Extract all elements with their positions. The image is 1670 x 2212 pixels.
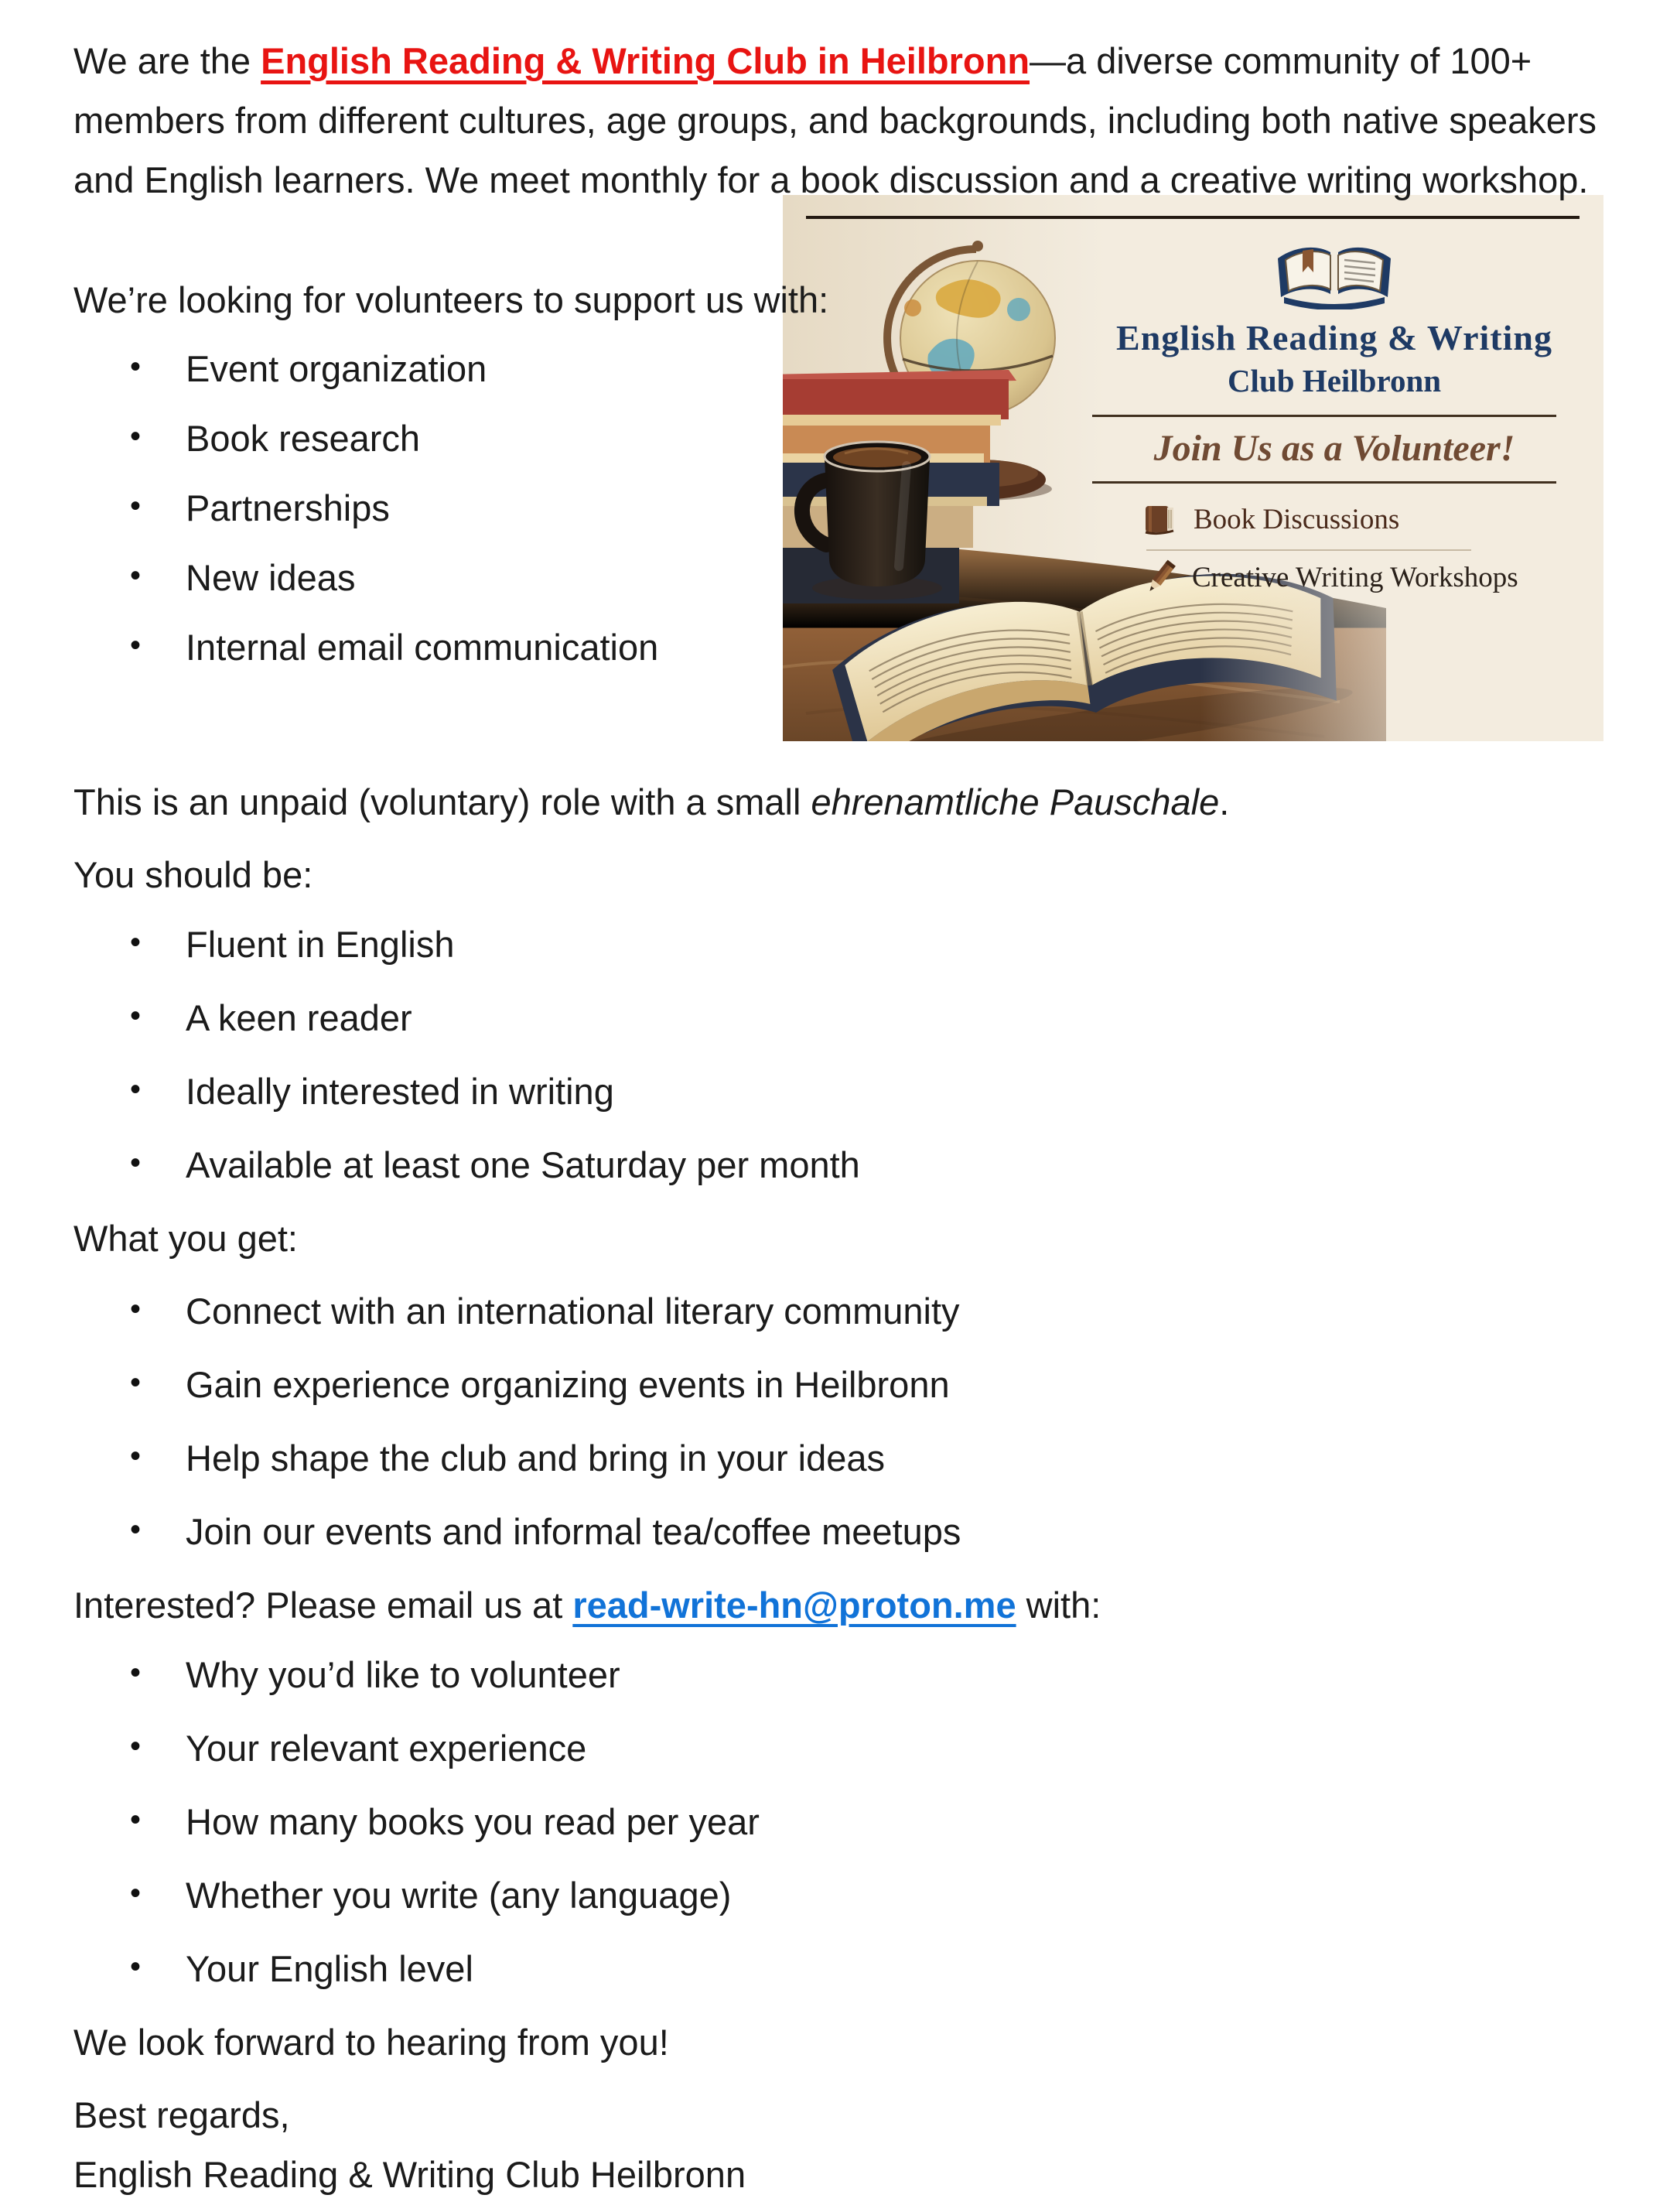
- flyer-title-line1: English Reading & Writing: [1116, 318, 1552, 357]
- list-item: • Join our events and informal tea/coffee meetups: [186, 1502, 1601, 1561]
- intro-rest: a diverse community of 100+ members from different cultures, age groups, and backgrounds, including both native speakers and English learners. We meet monthly for a book discussion and a creative writing workshop.: [73, 40, 1597, 200]
- list-item: • How many books you read per year: [186, 1792, 1601, 1851]
- list-item: • Your English level: [186, 1939, 1601, 1998]
- closing-line: We look forward to hearing from you!: [73, 2022, 669, 2063]
- intro-prefix: We are the: [73, 40, 261, 81]
- flyer-feature-label: Creative Writing Workshops: [1192, 562, 1518, 593]
- club-name-highlight: English Reading & Writing Club in Heilbronn: [261, 40, 1030, 81]
- volunteer-tasks-list: [73, 339, 1601, 687]
- email-link[interactable]: read-write-hn@proton.me: [572, 1585, 1016, 1626]
- intro-paragraph: [73, 31, 1601, 210]
- unpaid-german-term: ehrenamtliche Pauschale: [811, 781, 1220, 822]
- flyer-tagline: Join Us as a Volunteer!: [1153, 428, 1515, 469]
- list-item: • Connect with an international literary community: [186, 1281, 1601, 1341]
- list-item: • Help shape the club and bring in your ideas: [186, 1428, 1601, 1488]
- list-item: • Book research: [186, 409, 1601, 468]
- list-item: • Your relevant experience: [186, 1718, 1601, 1778]
- unpaid-suffix: .: [1219, 781, 1230, 822]
- you-should-be-list: [73, 915, 1601, 1209]
- intro-dash: —: [1030, 40, 1067, 81]
- list-item: • Available at least one Saturday per month: [186, 1135, 1601, 1195]
- volunteers-intro: We’re looking for volunteers to support us with:: [73, 279, 829, 320]
- signoff: [73, 2085, 1601, 2204]
- unpaid-note: [73, 772, 1601, 832]
- interested-suffix: with:: [1016, 1585, 1101, 1626]
- list-item: • Fluent in English: [186, 915, 1601, 974]
- list-item: • A keen reader: [186, 988, 1601, 1048]
- you-should-be-heading: You should be:: [73, 854, 313, 895]
- list-item: • Gain experience organizing events in Heilbronn: [186, 1355, 1601, 1414]
- list-item: • Internal email communication: [186, 617, 1601, 677]
- flyer-feature-label: Book Discussions: [1194, 504, 1400, 535]
- list-item: • New ideas: [186, 548, 1601, 607]
- list-item: • Why you’d like to volunteer: [186, 1645, 1601, 1704]
- list-item: • Event organization: [186, 339, 1601, 398]
- unpaid-prefix: This is an unpaid (voluntary) role with a small: [73, 781, 811, 822]
- list-item: • Partnerships: [186, 478, 1601, 538]
- list-item: • Whether you write (any language): [186, 1865, 1601, 1925]
- interested-prefix: Interested? Please email us at: [73, 1585, 573, 1626]
- email-contents-list: [73, 1645, 1601, 2012]
- list-item: • Ideally interested in writing: [186, 1062, 1601, 1121]
- interested-paragraph: [73, 1575, 1601, 1635]
- flyer-title-line2: Club Heilbronn: [1227, 363, 1442, 398]
- signoff-line1: Best regards,: [73, 2094, 290, 2135]
- what-you-get-list: [73, 1281, 1601, 1575]
- signoff-line2: English Reading & Writing Club Heilbronn: [73, 2154, 746, 2195]
- what-you-get-heading: What you get:: [73, 1218, 298, 1259]
- document-body: [73, 31, 1601, 2204]
